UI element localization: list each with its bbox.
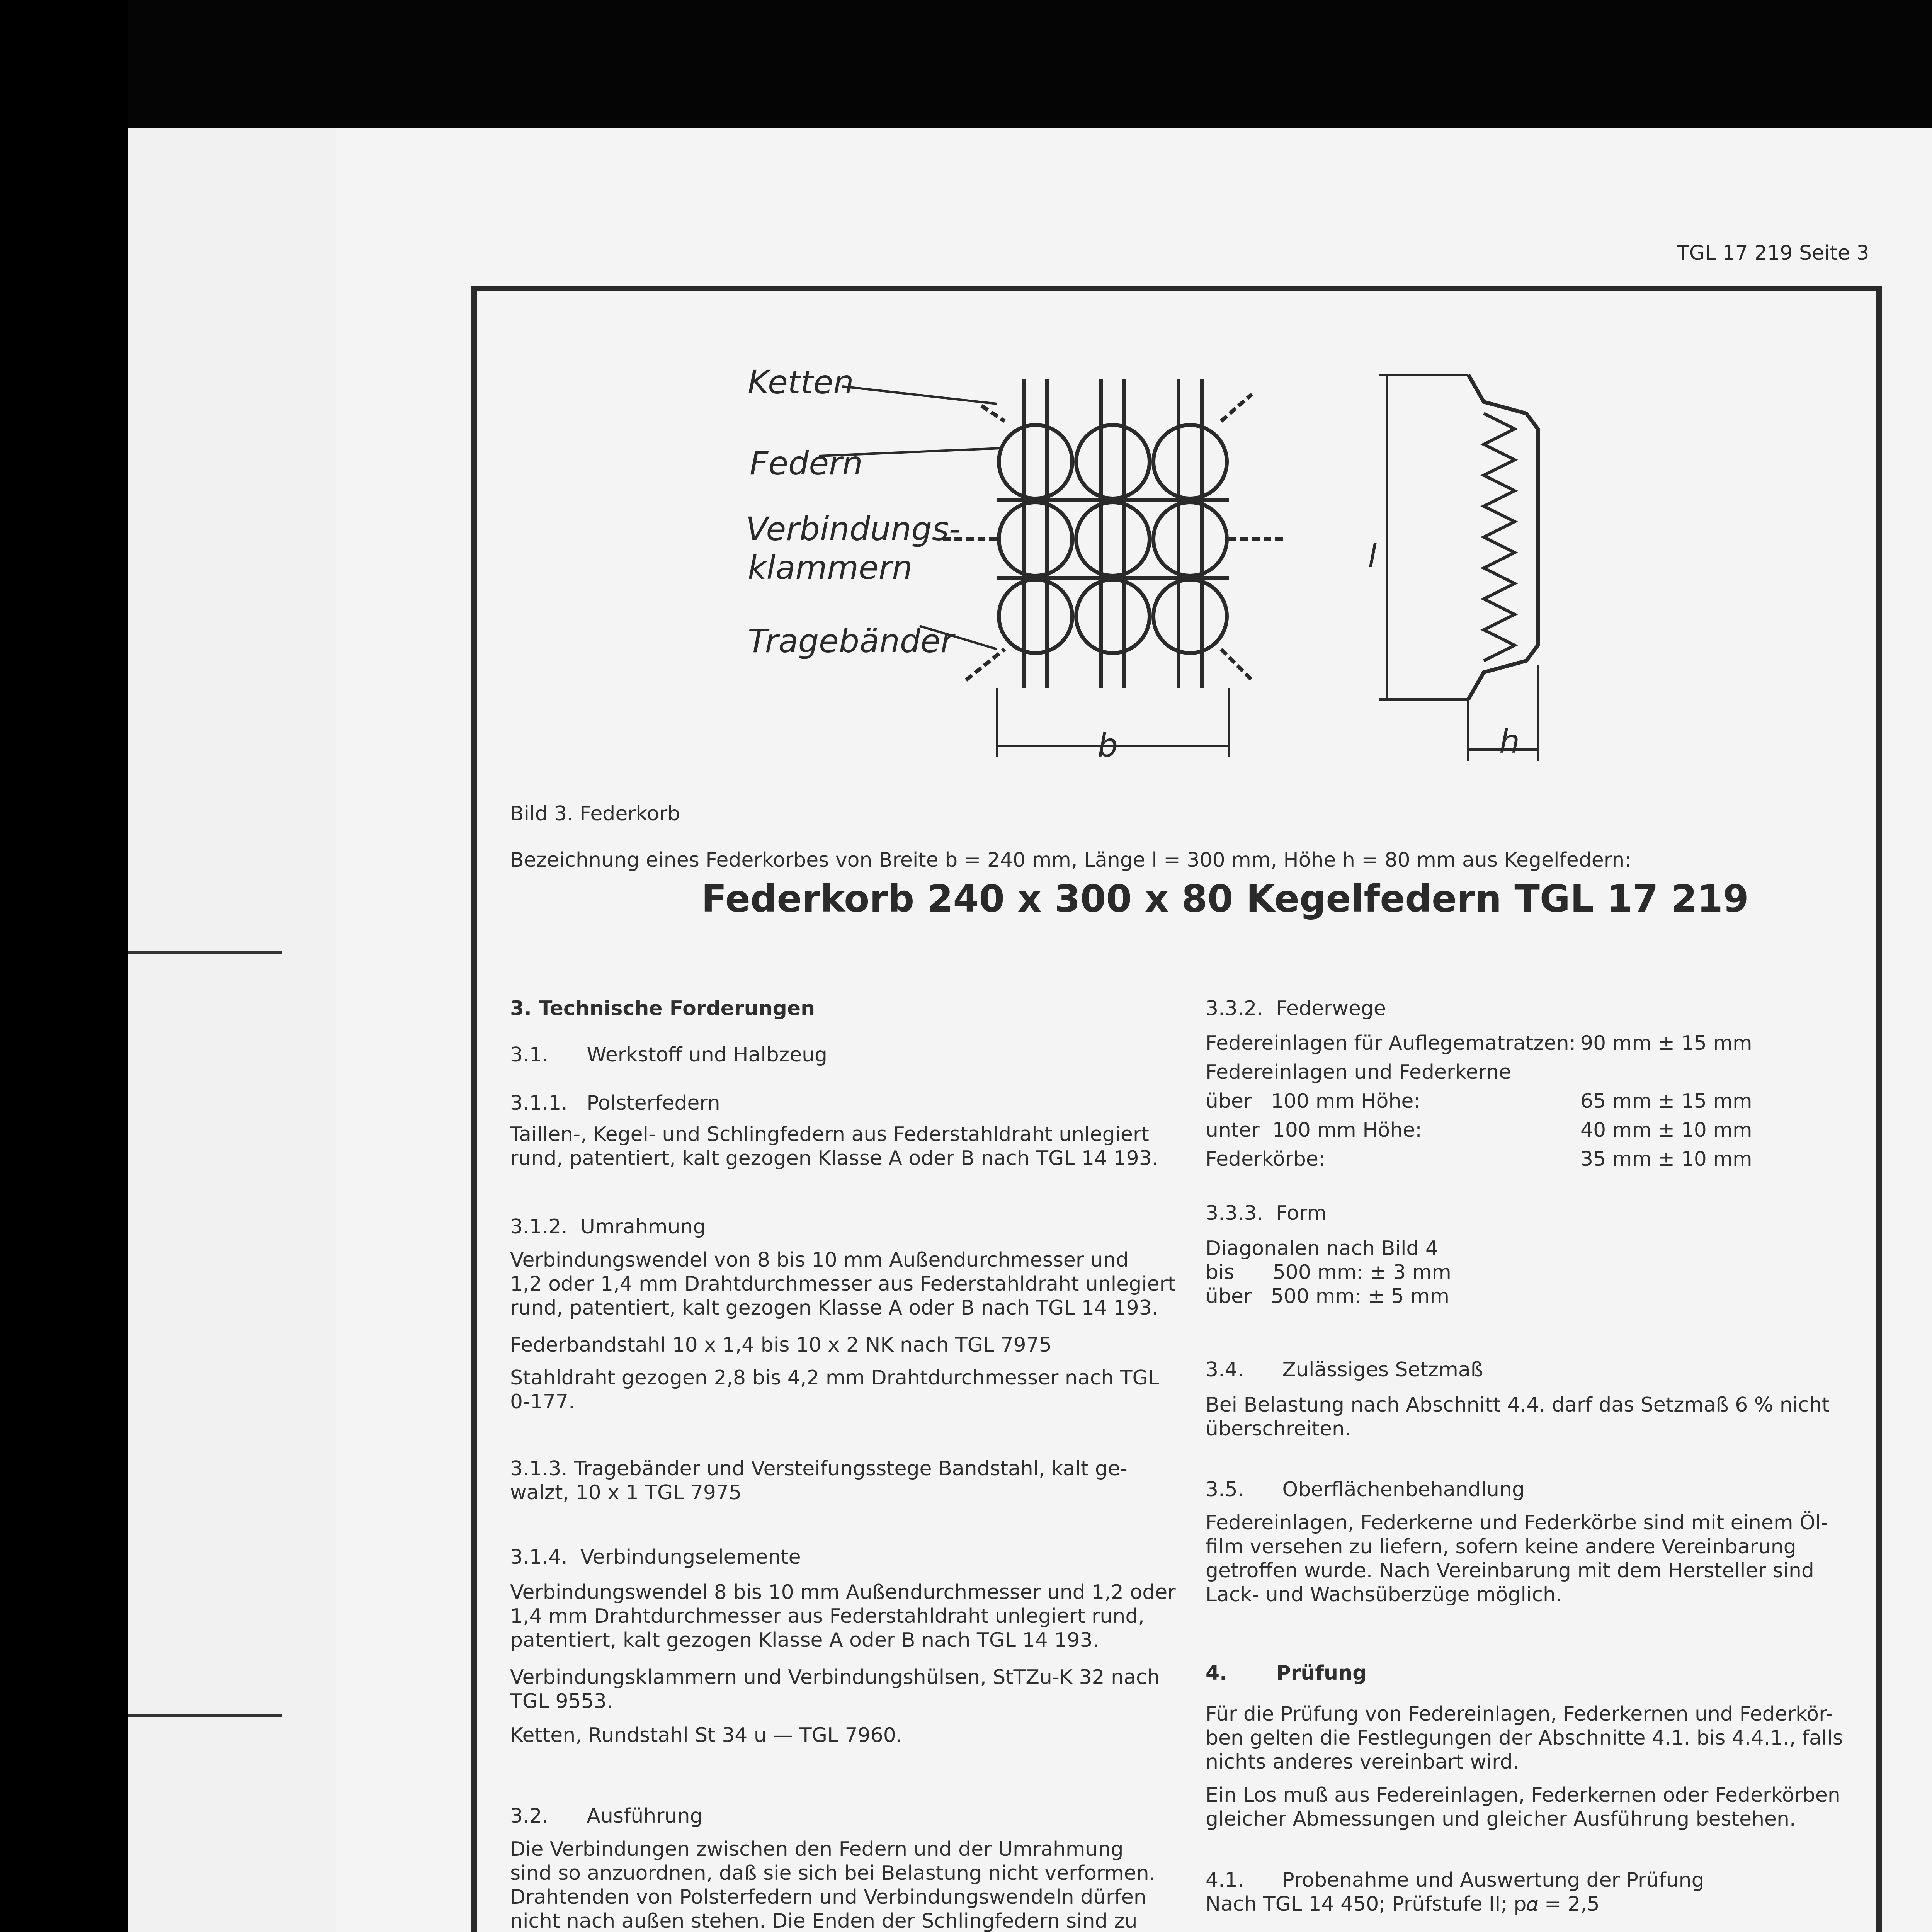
page-header: TGL 17 219 Seite 3 [1677,242,1869,265]
section-3-1-1-heading: 3.1.1. Polsterfedern [510,1092,720,1115]
dimension-h-label: h [1499,723,1520,760]
figure-caption: Bild 3. Federkorb [510,802,680,825]
section-3-1-4-text: Verbindungsklammern und Verbindungshülsen, StTZu-K 32 nach TGL 9553. [510,1666,1160,1713]
dimension-b-label: b [1097,726,1118,764]
margin-mark [128,951,282,954]
federweg-value: 35 mm ± 10 mm [1580,1148,1752,1171]
federweg-value: 90 mm ± 15 mm [1580,1032,1752,1055]
federweg-label: Federeinlagen und Federkerne [1206,1061,1512,1084]
section-4-1-text: 4.1. Probenahme und Auswertung der Prüfung Nach TGL 14 450; Prüfstufe II; p𝛼 = 2,5 [1206,1869,1704,1916]
section-3-1-2-text: Verbindungswendel von 8 bis 10 mm Außendurchmesser und 1,2 oder 1,4 mm Drahtdurchmesser aus Federstahldraht unlegiert rund, patentiert, kalt gezogen Klasse A oder B nach TGL 14 193. [510,1248,1176,1320]
federweg-label: Federkörbe: [1206,1148,1325,1171]
label-federn: Federn [750,444,863,482]
section-3-1-3-text: 3.1.3. Tragebänder und Versteifungsstege Bandstahl, kalt ge- walzt, 10 x 1 TGL 7975 [510,1457,1128,1504]
label-tragebaender: Tragebänder [748,622,954,660]
section-3-1-heading: 3.1. Werkstoff und Halbzeug [510,1043,828,1066]
section-3-1-4-text: Verbindungswendel 8 bis 10 mm Außendurchmesser und 1,2 oder 1,4 mm Drahtdurchmesser aus Federstahldraht unlegiert rund, patentiert, kalt gezogen Klasse A oder B nach TGL 14 193. [510,1581,1176,1652]
section-4-text: Für die Prüfung von Federeinlagen, Federkernen und Federkör- ben gelten die Festlegungen der Abschnitte 4.1. bis 4.4.1., falls nichts anderes vereinbart wird. [1206,1702,1843,1774]
federweg-label: unter 100 mm Höhe: [1206,1119,1422,1142]
section-3-1-2-text: Federbandstahl 10 x 1,4 bis 10 x 2 NK nach TGL 7975 [510,1333,1052,1357]
section-3-2-heading: 3.2. Ausführung [510,1804,703,1828]
section-3-4-heading: 3.4. Zulässiges Setzmaß [1206,1358,1483,1381]
section-3-3-2-heading: 3.3.2. Federwege [1206,997,1386,1020]
section-3-1-2-heading: 3.1.2. Umrahmung [510,1215,706,1238]
federweg-label: über 100 mm Höhe: [1206,1090,1420,1113]
section-3-5-text: Federeinlagen, Federkerne und Federkörbe sind mit einem Öl- film versehen zu liefern, sofern keine andere Vereinbarung getroffen wurde. Nach Vereinbarung mit dem Hersteller sind Lack- und Wachsüberzüge möglich. [1206,1511,1828,1606]
section-3-5-heading: 3.5. Oberflächenbehandlung [1206,1478,1525,1501]
section-3-heading: 3. Technische Forderungen [510,997,815,1020]
section-3-2-text: Die Verbindungen zwischen den Federn und der Umrahmung sind so anzuordnen, daß sie sich bei Belastung nicht verformen. Drahtenden von Polsterfedern und Verbindungswendeln dürfen nicht nach außen stehen. Die Enden der Schlingfedern sind zu [510,1838,1156,1932]
section-3-1-4-text: Ketten, Rundstahl St 34 u — TGL 7960. [510,1724,903,1747]
designation-title: Federkorb 240 x 300 x 80 Kegelfedern TGL 17 219 [701,877,1749,920]
section-3-3-3-heading: 3.3.3. Form [1206,1202,1327,1225]
film-border-left [0,0,128,1932]
section-3-1-4-heading: 3.1.4. Verbindungselemente [510,1546,801,1569]
section-4-heading: 4. Prüfung [1206,1662,1367,1685]
federweg-label: Federeinlagen für Auflegematratzen: [1206,1032,1576,1055]
figure-designation: Bezeichnung eines Federkorbes von Breite b = 240 mm, Länge l = 300 mm, Höhe h = 80 mm aus Kegelfedern: [510,849,1631,872]
label-klammern: klammern [748,549,913,587]
section-3-4-text: Bei Belastung nach Abschnitt 4.4. darf das Setzmaß 6 % nicht überschreiten. [1206,1393,1830,1440]
federweg-value: 65 mm ± 15 mm [1580,1090,1752,1113]
section-3-1-1-text: Taillen-, Kegel- und Schlingfedern aus Federstahldraht unlegiert rund, patentiert, kalt gezogen Klasse A oder B nach TGL 14 193. [510,1123,1158,1170]
section-3-3-3-text: Diagonalen nach Bild 4 bis 500 mm: ± 3 mm über 500 mm: ± 5 mm [1206,1237,1451,1308]
federweg-value: 40 mm ± 10 mm [1580,1119,1752,1142]
margin-mark [128,1714,282,1717]
dimension-l-label: l [1368,537,1377,575]
label-ketten: Ketten [748,363,854,401]
section-4-text: Ein Los muß aus Federeinlagen, Federkernen oder Federkörben gleicher Abmessungen und gleicher Ausführung bestehen. [1206,1784,1840,1831]
label-verbindungs: Verbindungs- [746,510,961,548]
section-3-1-2-text: Stahldraht gezogen 2,8 bis 4,2 mm Drahtdurchmesser nach TGL 0-177. [510,1366,1159,1413]
